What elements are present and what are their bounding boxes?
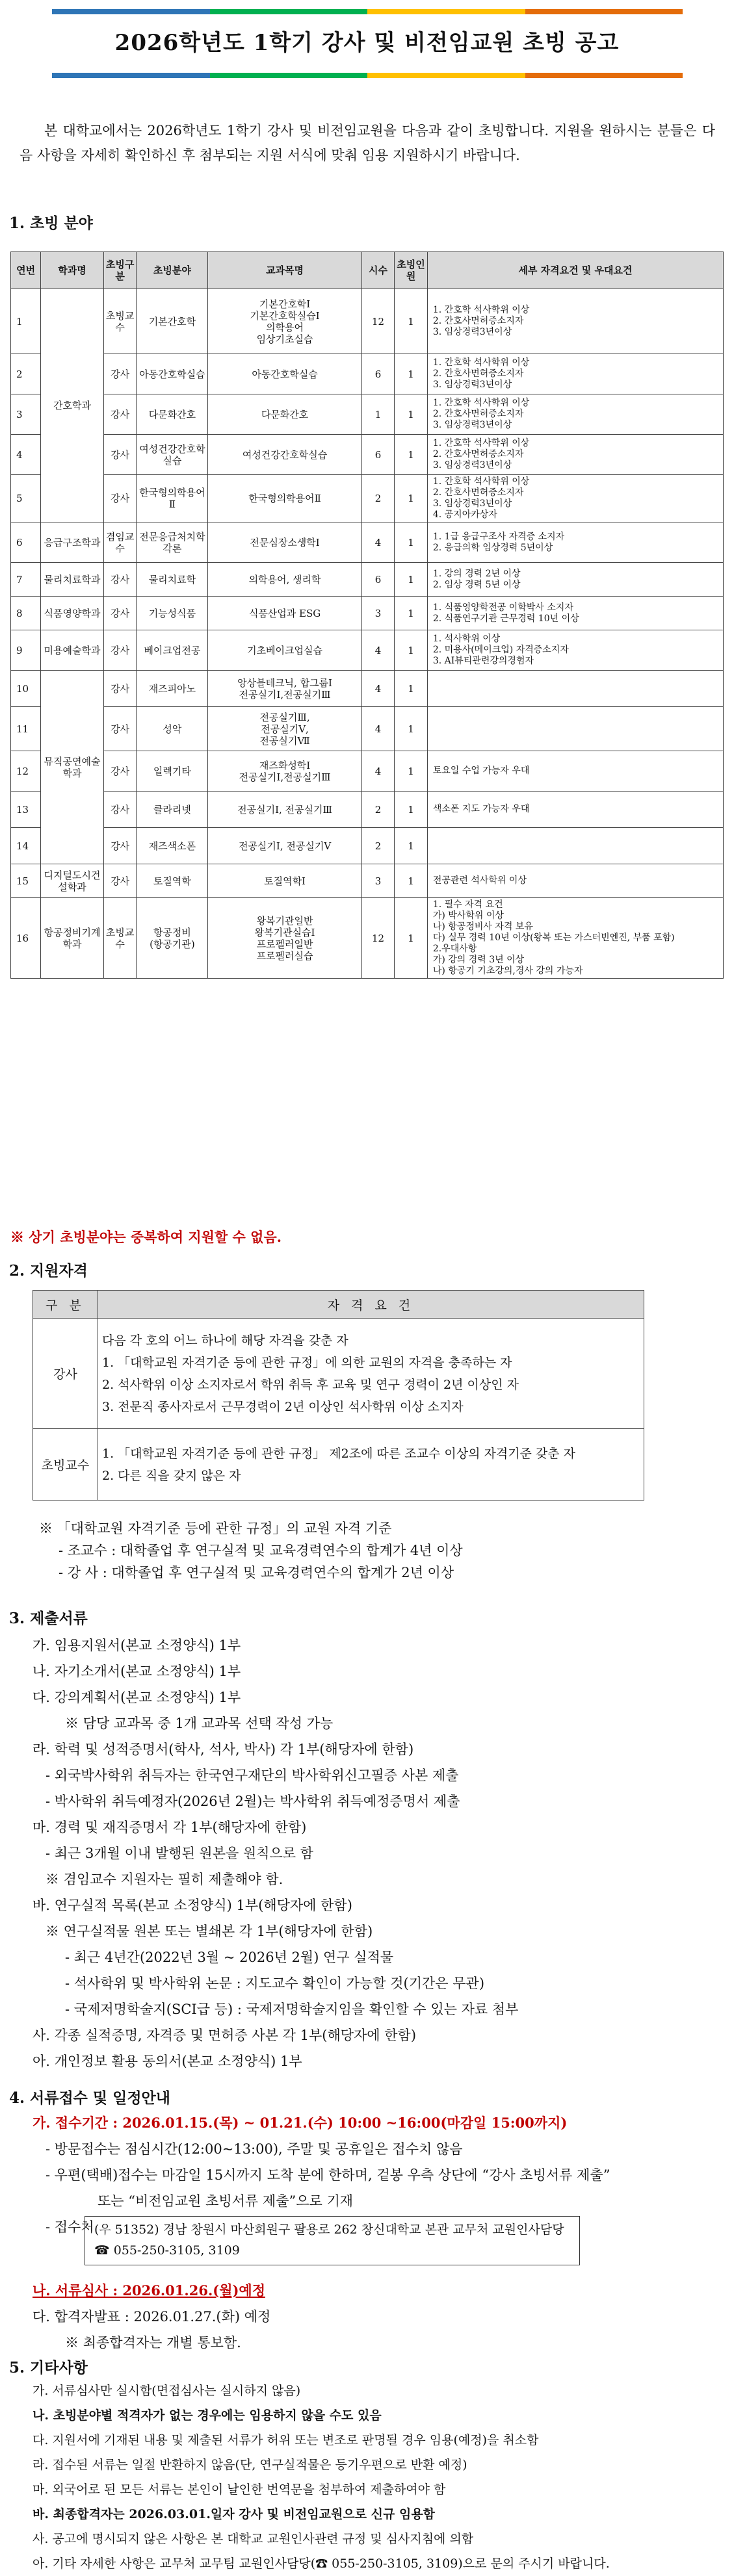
cell-no: 1 bbox=[11, 289, 41, 354]
cell-req: 1. 간호학 석사학위 이상 2. 간호사면허증소지자 3. 임상경력3년이상 bbox=[427, 354, 723, 394]
cell-field: 기능성식품 bbox=[137, 597, 208, 630]
table-row bbox=[11, 671, 724, 707]
cell-course: 전공실기Ⅰ, 전공실기Ⅲ bbox=[208, 792, 361, 828]
cell-no: 3 bbox=[11, 394, 41, 435]
cell-req: 1. 간호학 석사학위 이상 2. 간호사면허증소지자 3. 임상경력3년이상 4. 공지아카상자 bbox=[427, 475, 723, 522]
cell-dept: 응급구조학과 bbox=[41, 522, 104, 563]
cell-type: 강사 bbox=[103, 707, 137, 751]
table-header-cell: 초빙구분 bbox=[103, 252, 137, 289]
cell-hours: 4 bbox=[361, 707, 395, 751]
cell-hours: 2 bbox=[361, 792, 395, 828]
cell-no: 12 bbox=[11, 751, 41, 792]
address-box bbox=[85, 2216, 580, 2265]
cell-dept: 간호학과 bbox=[41, 289, 104, 522]
cell-field: 물리치료학 bbox=[137, 563, 208, 597]
cell-req: 1. 식품영양학전공 이학박사 소지자 2. 식품연구기관 근무경력 10년 이상 bbox=[427, 597, 723, 630]
cell-field: 재즈색소폰 bbox=[137, 828, 208, 864]
table-row bbox=[11, 289, 724, 354]
qual-type: 강사 bbox=[33, 1319, 98, 1429]
cell-count: 1 bbox=[395, 563, 428, 597]
cell-count: 1 bbox=[395, 707, 428, 751]
cell-field: 베이크업전공 bbox=[137, 630, 208, 671]
cell-no: 15 bbox=[11, 864, 41, 898]
qual-detail bbox=[98, 1429, 644, 1501]
document-item: 나. 자기소개서(본교 소정양식) 1부 bbox=[33, 1664, 241, 1679]
cell-hours: 6 bbox=[361, 563, 395, 597]
cell-field: 한국형의학용어Ⅱ bbox=[137, 475, 208, 522]
document-item: ※ 연구실적물 원본 또는 별쇄본 각 1부(해당자에 한함) bbox=[46, 1924, 373, 1939]
other-note: 바. 최종합격자는 2026.03.01.일자 강사 및 비전임교원으로 신규 임용함 bbox=[33, 2507, 436, 2521]
cell-hours: 6 bbox=[361, 354, 395, 394]
section4-heading: 4. 서류접수 및 일정안내 bbox=[9, 2089, 170, 2107]
cell-no: 10 bbox=[11, 671, 41, 707]
cell-course: 전공실기Ⅰ, 전공실기Ⅴ bbox=[208, 828, 361, 864]
receipt-period: 가. 접수기간 : 2026.01.15.(목) ~ 01.21.(수) 10:00 ~16:00(마감일 15:00까지) bbox=[33, 2115, 568, 2131]
cell-field: 일렉기타 bbox=[137, 751, 208, 792]
cell-count: 1 bbox=[395, 354, 428, 394]
cell-type: 강사 bbox=[103, 751, 137, 792]
cell-count: 1 bbox=[395, 630, 428, 671]
section3-heading: 3. 제출서류 bbox=[9, 1610, 88, 1627]
cell-no: 13 bbox=[11, 792, 41, 828]
other-note: 아. 기타 자세한 사항은 교무처 교무팀 교원인사담당(☎ 055-250-3105, 3109)으로 문의 주시기 바랍니다. bbox=[33, 2557, 610, 2571]
cell-field: 클라리넷 bbox=[137, 792, 208, 828]
qual-note: - 조교수 : 대학졸업 후 연구실적 및 교육경력연수의 합계가 4년 이상 bbox=[59, 1543, 463, 1558]
table-header-cell: 초빙분야 bbox=[137, 252, 208, 289]
receipt-place: - 접수처 bbox=[46, 2219, 94, 2235]
cell-type: 강사 bbox=[103, 597, 137, 630]
cell-dept: 디지털도시건설학과 bbox=[41, 864, 104, 898]
document-item: 가. 임용지원서(본교 소정양식) 1부 bbox=[33, 1638, 241, 1653]
document-item: 바. 연구실적 목록(본교 소정양식) 1부(해당자에 한함) bbox=[33, 1898, 352, 1913]
cell-no: 5 bbox=[11, 475, 41, 522]
table-row bbox=[33, 1319, 644, 1429]
cell-hours: 12 bbox=[361, 289, 395, 354]
cell-req: 1. 석사학위 이상 2. 미용사(메이크업) 자격증소지자 3. AI뷰티관련강의경험자 bbox=[427, 630, 723, 671]
cell-field: 성악 bbox=[137, 707, 208, 751]
cell-count: 1 bbox=[395, 394, 428, 435]
cell-dept: 항공정비기계학과 bbox=[41, 898, 104, 979]
cell-dept: 뮤직공연예술학과 bbox=[41, 671, 104, 864]
cell-no: 9 bbox=[11, 630, 41, 671]
cell-req: 색소폰 지도 가능자 우대 bbox=[427, 792, 723, 828]
cell-hours: 2 bbox=[361, 828, 395, 864]
table-row bbox=[11, 751, 724, 792]
cell-hours: 4 bbox=[361, 671, 395, 707]
announce-date: 다. 합격자발표 : 2026.01.27.(화) 예정 bbox=[33, 2309, 271, 2325]
cell-field: 토질역학 bbox=[137, 864, 208, 898]
cell-course: 앙상블테크닉, 합그룹Ⅰ 전공실기Ⅰ,전공실기Ⅲ bbox=[208, 671, 361, 707]
cell-course: 전문심장소생학Ⅰ bbox=[208, 522, 361, 563]
table-row bbox=[33, 1429, 644, 1501]
cell-req: 토요일 수업 가능자 우대 bbox=[427, 751, 723, 792]
phone-text: ☎ 055-250-3105, 3109 bbox=[94, 2243, 240, 2258]
table-header-cell: 연번 bbox=[11, 252, 41, 289]
cell-course: 의학용어, 생리학 bbox=[208, 563, 361, 597]
cell-field: 기본간호학 bbox=[137, 289, 208, 354]
cell-req: 1. 간호학 석사학위 이상 2. 간호사면허증소지자 3. 임상경력3년이상 bbox=[427, 435, 723, 475]
cell-field: 여성건강간호학실습 bbox=[137, 435, 208, 475]
table-row bbox=[11, 597, 724, 630]
cell-count: 1 bbox=[395, 435, 428, 475]
other-notes-list bbox=[7, 2378, 689, 2576]
cell-req: 1. 필수 자격 요건 가) 박사학위 이상 나) 항공정비사 자격 보유 다) 실무 경력 10년 이상(왕복 또는 가스터빈엔진, 부품 포함) 2.우대사항 가) 강의 경력 3년 이상 나) 항공기 기초강의,경사 강의 가능자 bbox=[427, 898, 723, 979]
cell-no: 8 bbox=[11, 597, 41, 630]
table-row bbox=[11, 522, 724, 563]
cell-field: 전문응급처치학 각론 bbox=[137, 522, 208, 563]
cell-course: 다문화간호 bbox=[208, 394, 361, 435]
table-header-cell: 구 분 bbox=[33, 1291, 98, 1319]
cell-count: 1 bbox=[395, 828, 428, 864]
qual-line: 2. 석사학위 이상 소지자로서 학위 취득 후 교육 및 연구 경력이 2년 이상인 자 bbox=[102, 1377, 519, 1392]
table-header-cell: 세부 자격요건 및 우대요건 bbox=[427, 252, 723, 289]
table-row bbox=[11, 435, 724, 475]
cell-req: 전공관련 석사학위 이상 bbox=[427, 864, 723, 898]
cell-dept: 미용예술학과 bbox=[41, 630, 104, 671]
visit-note: - 방문접수는 점심시간(12:00~13:00), 주말 및 공휴일은 접수치 않음 bbox=[46, 2141, 463, 2157]
qual-line: 1. 「대학교원 자격기준 등에 관한 규정」에 의한 교원의 자격을 충족하는 자 bbox=[102, 1355, 512, 1370]
cell-type: 강사 bbox=[103, 475, 137, 522]
table-row bbox=[11, 630, 724, 671]
cell-no: 2 bbox=[11, 354, 41, 394]
table-row bbox=[11, 898, 724, 979]
qual-line: 1. 「대학교원 자격기준 등에 관한 규정」 제2조에 따른 조교수 이상의 자격기준 갖춘 자 bbox=[102, 1446, 576, 1461]
cell-type: 초빙교수 bbox=[103, 289, 137, 354]
qual-type: 초빙교수 bbox=[33, 1429, 98, 1501]
bottom-color-bar bbox=[52, 73, 683, 78]
cell-type: 강사 bbox=[103, 792, 137, 828]
cell-hours: 4 bbox=[361, 522, 395, 563]
document-item: ※ 겸임교수 지원자는 필히 제출해야 함. bbox=[46, 1872, 283, 1887]
other-note: 가. 서류심사만 실시함(면접심사는 실시하지 않음) bbox=[33, 2384, 301, 2398]
page-title: 2026학년도 1학기 강사 및 비전임교원 초빙 공고 bbox=[114, 30, 620, 56]
cell-count: 1 bbox=[395, 671, 428, 707]
other-note: 마. 외국어로 된 모든 서류는 본인이 날인한 번역문을 첨부하여 제출하여야 함 bbox=[33, 2482, 446, 2497]
cell-field: 항공정비 (항공기관) bbox=[137, 898, 208, 979]
cell-no: 6 bbox=[11, 522, 41, 563]
cell-course: 전공실기Ⅲ, 전공실기Ⅴ, 전공실기Ⅶ bbox=[208, 707, 361, 751]
cell-type: 초빙교수 bbox=[103, 898, 137, 979]
intro-paragraph: 본 대학교에서는 2026학년도 1학기 강사 및 비전임교원을 다음과 같이 초빙합니다. 지원을 원하시는 분들은 다음 사항을 자세히 확인하신 후 첨부되는 지원 서식에 맞춰 임용 지원하시기 바랍니다. bbox=[20, 123, 715, 163]
cell-course: 토질역학Ⅰ bbox=[208, 864, 361, 898]
cell-type: 강사 bbox=[103, 671, 137, 707]
table-header-cell: 학과명 bbox=[41, 252, 104, 289]
duplicate-application-note: ※ 상기 초빙분야는 중복하여 지원할 수 없음. bbox=[10, 1229, 282, 1245]
other-note: 나. 초빙분야별 적격자가 없는 경우에는 임용하지 않을 수도 있음 bbox=[33, 2408, 382, 2423]
cell-count: 1 bbox=[395, 751, 428, 792]
table-header-cell: 시수 bbox=[361, 252, 395, 289]
document-item: 아. 개인정보 활용 동의서(본교 소정양식) 1부 bbox=[33, 2054, 302, 2069]
cell-req: 1. 간호학 석사학위 이상 2. 간호사면허증소지자 3. 임상경력3년이상 bbox=[427, 289, 723, 354]
table-row bbox=[11, 792, 724, 828]
cell-hours: 3 bbox=[361, 864, 395, 898]
document-item: - 외국박사학위 취득자는 한국연구재단의 박사학위신고필증 사본 제출 bbox=[46, 1768, 459, 1783]
document-item: - 박사학위 취득예정자(2026년 2월)는 박사학위 취득예정증명서 제출 bbox=[46, 1794, 460, 1809]
cell-hours: 12 bbox=[361, 898, 395, 979]
cell-hours: 4 bbox=[361, 751, 395, 792]
document-item: 사. 각종 실적증명, 자격증 및 면허증 사본 각 1부(해당자에 한함) bbox=[33, 2028, 417, 2043]
table-header-cell: 자 격 요 건 bbox=[98, 1291, 644, 1319]
final-notice: ※ 최종합격자는 개별 통보함. bbox=[65, 2335, 241, 2351]
cell-req bbox=[427, 707, 723, 751]
cell-course: 기본간호학Ⅰ 기본간호학실습Ⅰ 의학용어 임상기초실습 bbox=[208, 289, 361, 354]
section1-heading: 1. 초빙 분야 bbox=[9, 214, 93, 232]
cell-count: 1 bbox=[395, 792, 428, 828]
table-header-cell: 교과목명 bbox=[208, 252, 361, 289]
qual-line: 다음 각 호의 어느 하나에 해당 자격을 갖춘 자 bbox=[102, 1333, 348, 1348]
qual-note: ※ 「대학교원 자격기준 등에 관한 규정」의 교원 자격 기준 bbox=[39, 1521, 392, 1536]
cell-hours: 6 bbox=[361, 435, 395, 475]
cell-hours: 2 bbox=[361, 475, 395, 522]
cell-course: 아동간호학실습 bbox=[208, 354, 361, 394]
cell-req: 1. 간호학 석사학위 이상 2. 간호사면허증소지자 3. 임상경력3년이상 bbox=[427, 394, 723, 435]
table-row bbox=[11, 707, 724, 751]
table-row bbox=[11, 475, 724, 522]
cell-hours: 3 bbox=[361, 597, 395, 630]
other-note: 다. 지원서에 기재된 내용 및 제출된 서류가 허위 또는 변조로 판명될 경우 임용(예정)을 취소함 bbox=[33, 2433, 539, 2447]
document-item: - 최근 4년간(2022년 3월 ~ 2026년 2월) 연구 실적물 bbox=[65, 1950, 394, 1965]
cell-course: 기초베이크업실습 bbox=[208, 630, 361, 671]
cell-course: 식품산업과 ESG bbox=[208, 597, 361, 630]
cell-req bbox=[427, 671, 723, 707]
cell-type: 강사 bbox=[103, 630, 137, 671]
table-row bbox=[11, 394, 724, 435]
cell-field: 다문화간호 bbox=[137, 394, 208, 435]
cell-count: 1 bbox=[395, 522, 428, 563]
qualification-notes bbox=[39, 1517, 722, 1584]
table-row bbox=[11, 864, 724, 898]
mail-note-1: - 우편(택배)접수는 마감일 15시까지 도착 분에 한하며, 겉봉 우측 상단에 “강사 초빙서류 제출” bbox=[46, 2167, 610, 2183]
table-header-cell: 초빙인원 bbox=[395, 252, 428, 289]
cell-req: 1. 강의 경력 2년 이상 2. 임상 경력 5년 이상 bbox=[427, 563, 723, 597]
cell-no: 11 bbox=[11, 707, 41, 751]
other-note: 사. 공고에 명시되지 않은 사항은 본 대학교 교원인사관련 규정 및 심사지침에 의함 bbox=[33, 2532, 474, 2546]
cell-count: 1 bbox=[395, 898, 428, 979]
table-row bbox=[11, 828, 724, 864]
cell-count: 1 bbox=[395, 289, 428, 354]
recruitment-fields-table bbox=[10, 251, 724, 979]
cell-req: 1. 1급 응급구조사 자격증 소지자 2. 응급의학 임상경력 5년이상 bbox=[427, 522, 723, 563]
cell-type: 강사 bbox=[103, 828, 137, 864]
address-text: (우 51352) 경남 창원시 마산회원구 팔용로 262 창신대학교 본관 교무처 교원인사담당 bbox=[94, 2222, 564, 2237]
cell-dept: 물리치료학과 bbox=[41, 563, 104, 597]
cell-count: 1 bbox=[395, 864, 428, 898]
document-item: ※ 담당 교과목 중 1개 교과목 선택 작성 가능 bbox=[65, 1716, 334, 1731]
cell-no: 16 bbox=[11, 898, 41, 979]
cell-req bbox=[427, 828, 723, 864]
schedule-list-2 bbox=[7, 2278, 689, 2356]
cell-count: 1 bbox=[395, 597, 428, 630]
other-note: 라. 접수된 서류는 일절 반환하지 않음(단, 연구실적물은 등기우편으로 반환 예정) bbox=[33, 2458, 467, 2472]
section5-heading: 5. 기타사항 bbox=[9, 2359, 88, 2376]
cell-no: 14 bbox=[11, 828, 41, 864]
cell-type: 강사 bbox=[103, 354, 137, 394]
qualification-table bbox=[33, 1290, 644, 1501]
cell-count: 1 bbox=[395, 475, 428, 522]
document-item: 마. 경력 및 재직증명서 각 1부(해당자에 한함) bbox=[33, 1820, 307, 1835]
table-row bbox=[11, 563, 724, 597]
qual-line: 2. 다른 직을 갖지 않은 자 bbox=[102, 1468, 241, 1483]
cell-field: 아동간호학실습 bbox=[137, 354, 208, 394]
cell-hours: 1 bbox=[361, 394, 395, 435]
cell-hours: 4 bbox=[361, 630, 395, 671]
document-item: - 최근 3개월 이내 발행된 원본을 원칙으로 함 bbox=[46, 1846, 314, 1861]
qual-note: - 강 사 : 대학졸업 후 연구실적 및 교육경력연수의 합계가 2년 이상 bbox=[59, 1565, 454, 1580]
cell-course: 재즈화성학Ⅰ 전공실기Ⅰ,전공실기Ⅲ bbox=[208, 751, 361, 792]
cell-course: 여성건강간호학실습 bbox=[208, 435, 361, 475]
qual-detail bbox=[98, 1319, 644, 1429]
cell-type: 겸임교수 bbox=[103, 522, 137, 563]
document-item: - 국제저명학술지(SCI급 등) : 국제저명학술지임을 확인할 수 있는 자료 첨부 bbox=[65, 2002, 519, 2017]
qual-line: 3. 전문직 종사자로서 근무경력이 2년 이상인 석사학위 이상 소지자 bbox=[102, 1399, 464, 1414]
section2-heading: 2. 지원자격 bbox=[9, 1262, 88, 1280]
cell-type: 강사 bbox=[103, 563, 137, 597]
document-item: - 석사학위 및 박사학위 논문 : 지도교수 확인이 가능할 것(기간은 무관) bbox=[65, 1976, 485, 1991]
cell-no: 7 bbox=[11, 563, 41, 597]
cell-no: 4 bbox=[11, 435, 41, 475]
table-row bbox=[11, 354, 724, 394]
document-item: 다. 강의계획서(본교 소정양식) 1부 bbox=[33, 1690, 241, 1705]
cell-course: 왕복기관일반 왕복기관실습Ⅰ 프로펠러일반 프로펠러실습 bbox=[208, 898, 361, 979]
document-item: 라. 학력 및 성적증명서(학사, 석사, 박사) 각 1부(해당자에 한함) bbox=[33, 1742, 414, 1757]
document-review-date: 나. 서류심사 : 2026.01.26.(월)예정 bbox=[33, 2282, 265, 2299]
cell-course: 한국형의학용어Ⅱ bbox=[208, 475, 361, 522]
cell-type: 강사 bbox=[103, 435, 137, 475]
cell-field: 재즈피아노 bbox=[137, 671, 208, 707]
cell-type: 강사 bbox=[103, 864, 137, 898]
cell-type: 강사 bbox=[103, 394, 137, 435]
document-list bbox=[7, 1632, 689, 2074]
top-color-bar bbox=[52, 9, 683, 14]
mail-note-2: 또는 “비전임교원 초빙서류 제출”으로 기재 bbox=[98, 2193, 354, 2209]
cell-dept: 식품영양학과 bbox=[41, 597, 104, 630]
